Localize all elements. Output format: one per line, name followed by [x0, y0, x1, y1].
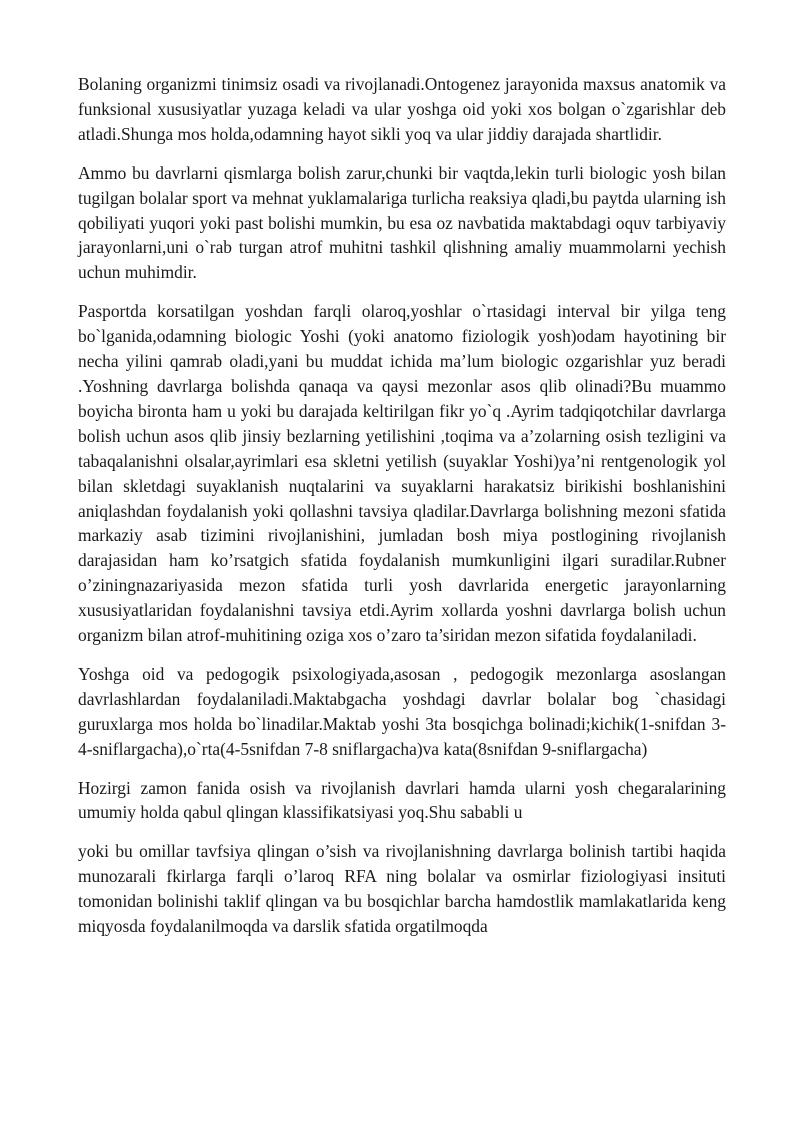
paragraph-2: Ammo bu davrlarni qismlarga bolish zarur,chunki bir vaqtda,lekin turli biologic yosh bilan tugilgan bolalar sport va mehnat yuklamalariga turlicha reaksiya qladi,bu paytda ularning ish qobiliyati yuqori yoki past bolishi mumkin, bu esa oz navbatida maktabdagi oquv tarbiyaviy jarayonlarni,uni o`rab turgan atrof muhitni tashkil qlishning amaliy muammolarni yechish uchun muhimdir. — [78, 162, 726, 283]
paragraph-4: Yoshga oid va pedogogik psixologiyada,asosan , pedogogik mezonlarga asoslangan davrlashlardan foydalaniladi.Maktabgacha yoshdagi davrlar bolalar bog `chasidagi guruxlarga mos holda bo`linadilar.Maktab yoshi 3ta bosqichga bolinadi;kichik(1-snifdan 3-4-sniflargacha),o`rta(4-5snifdan 7-8 sniflargacha)va kata(8snifdan 9-sniflargacha) — [78, 663, 726, 759]
paragraph-3: Pasportda korsatilgan yoshdan farqli olaroq,yoshlar o`rtasidagi interval bir yilga teng bo`lganida,odamning biologic Yoshi (yoki anatomo fiziologik yosh)odam hayotining bir necha yilini qamrab oladi,yani bu muddat ichida ma’lum biologic ozgarishlar yuz beradi .Yoshning davrlarga bolishda qanaqa va qaysi mezonlar asos qlib olinadi?Bu muammo boyicha bironta ham u yoki bu darajada keltirilgan fikr yo`q .Ayrim tadqiqotchilar davrlarga bolish uchun asos qlib jinsiy bezlarning yetilishini ,toqima va a’zolarning osish tezligini va tabaqalanishni olsalar,ayrimlari esa skletni yetilish (suyaklar Yoshi)ya’ni rentgenologik yol bilan skletdagi suyaklanish nuqtalarini va suyaklarni harakatsiz birikishi boshlanishini aniqlashdan foydalanish yoki qollashni tavsiya qladilar.Davrlarga bolishning mezoni sfatida markaziy asab tizimini rivojlanishini, jumladan bosh miya postlogining rivojlanish darajasidan ham ko’rsatgich sfatida foydalanish mumkunligini ilgari suradilar.Rubner o’ziningnazariyasida mezon sfatida turli yosh davrlarida energetic jarayonlarning xususiyatlaridan foydalanishni tavsiya etdi.Ayrim xollarda yoshni davrlarga bolish uchun organizm bilan atrof-muhitining oziga xos o’zaro ta’siridan mezon sifatida foydalaniladi. — [78, 301, 726, 646]
document-page — [78, 72, 726, 953]
paragraph-1: Bolaning organizmi tinimsiz osadi va rivojlanadi.Ontogenez jarayonida maxsus anatomik va funksional xususiyatlar yuzaga keladi va ular yoshga oid yoki xos bolgan o`zgarishlar deb atladi.Shunga mos holda,odamning hayot sikli yoq va ular jiddiy darajada shartlidir. — [78, 74, 726, 144]
paragraph-6: yoki bu omillar tavfsiya qlingan o’sish va rivojlanishning davrlarga bolinish tartibi haqida munozarali fkirlarga farqli o’laroq RFA ning bolalar va osmirlar fiziologiyasi insituti tomonidan bolinishi taklif qlingan va bu bosqichlar barcha hamdostlik mamlakatlarida keng miqyosda foydalanilmoqda va darslik sfatida orgatilmoqda — [78, 841, 726, 937]
paragraph-5: Hozirgi zamon fanida osish va rivojlanish davrlari hamda ularni yosh chegaralarining umumiy holda qabul qlingan klassifikatsiyasi yoq.Shu sababli u — [78, 777, 726, 823]
